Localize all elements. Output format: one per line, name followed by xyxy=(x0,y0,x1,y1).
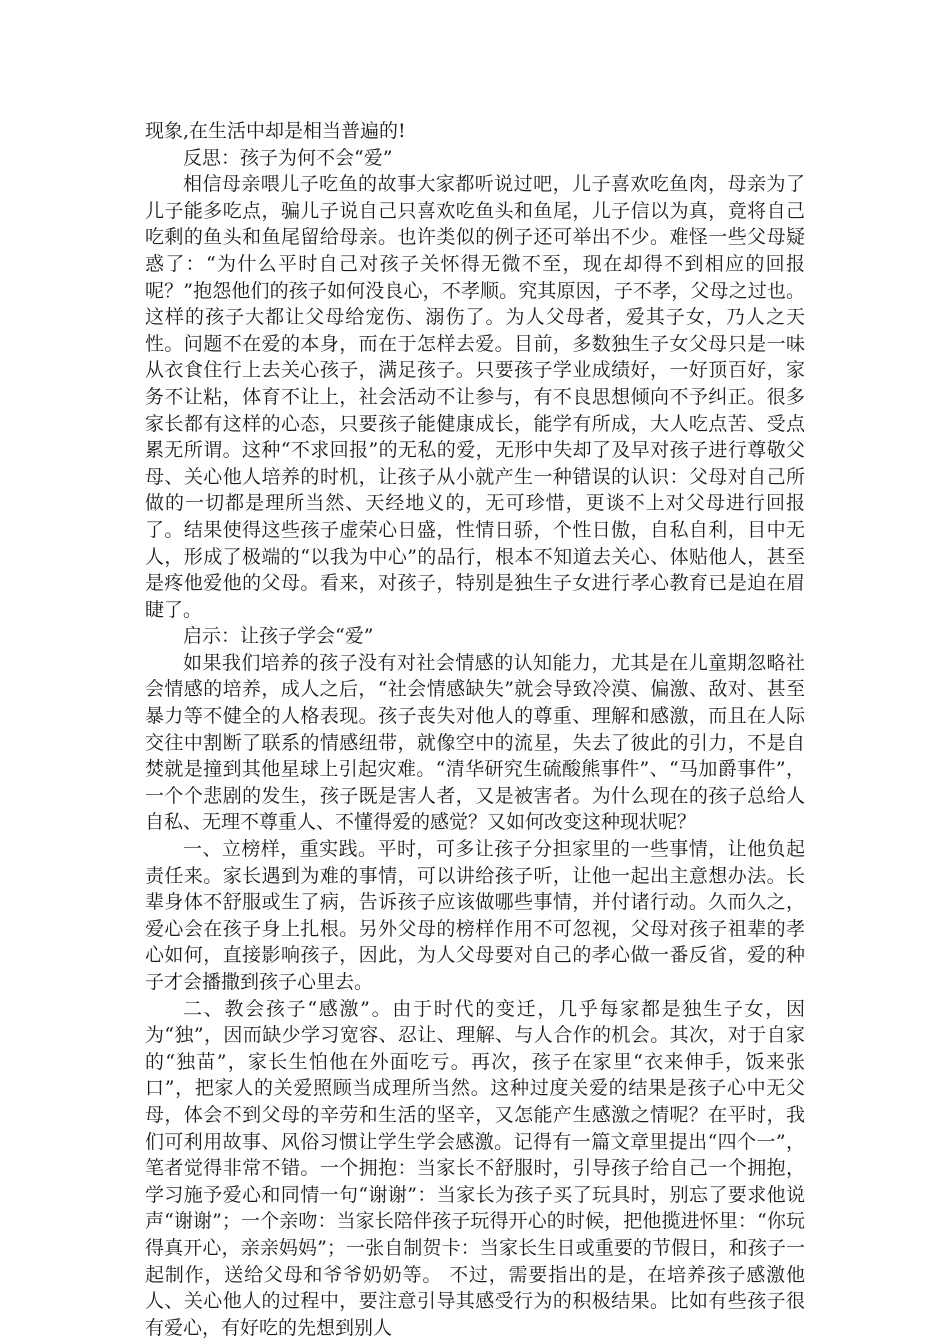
document-page xyxy=(145,0,805,1344)
paragraph-inspiration-body: 如果我们培养的孩子没有对社会情感的认知能力，尤其是在儿童期忽略社会情感的培养，成人之后，“社会情感缺失”就会导致冷漠、偏激、敌对、甚至暴力等不健全的人格表现。孩子丧失对他人的尊重、理解和感激，而且在人际交往中割断了联系的情感纽带，就像空中的流星，失去了彼此的引力，不是自焚就是撞到其他星球上引起灾难。“清华研究生硫酸熊事件”、“马加爵事件”，一个个悲剧的发生，孩子既是害人者，又是被害者。为什么现在的孩子总给人自私、无理不尊重人、不懂得爱的感觉？又如何改变这种现状呢？ xyxy=(145,651,805,834)
section-heading-inspiration: 启示：让孩子学会“爱” xyxy=(183,625,374,648)
paragraph-continuation: 现象,在生活中却是相当普遍的! xyxy=(145,120,406,142)
document-body xyxy=(145,118,805,1341)
paragraph-point-two: 二、教会孩子“感激”。由于时代的变迁，几乎每家都是独生子女，因为“独”，因而缺少学习宽容、忍让、理解、与人合作的机会。其次，对于自家的“独苗”，家长生怕他在外面吃亏。再次，孩子在家里“衣来伸手，饭来张口”，把家人的关爱照顾当成理所当然。这种过度关爱的结果是孩子心中无父母，体会不到父母的辛劳和生活的坚辛，又怎能产生感激之情呢？在平时，我们可利用故事、风俗习惯让学生学会感激。记得有一篇文章里提出“四个一”，笔者觉得非常不错。一个拥抱：当家长不舒服时，引导孩子给自己一个拥抱，学习施予爱心和同情一句“谢谢”：当家长为孩子买了玩具时，别忘了要求他说声“谢谢”；一个亲吻：当家长陪伴孩子玩得开心的时候，把他揽进怀里：“你玩得真开心，亲亲妈妈”；一张自制贺卡：当家长生日或重要的节假日，和孩子一起制作，送给父母和爷爷奶奶等。 不过，需要指出的是，在培养孩子感激他人、关心他人的过程中，要注意引导其感受行为的积极结果。比如有些孩子很有爱心，有好吃的先想到别人 xyxy=(145,997,805,1339)
section-heading-reflection: 反思：孩子为何不会“爱” xyxy=(183,146,393,169)
paragraph-point-one: 一、立榜样，重实践。平时，可多让孩子分担家里的一些事情，让他负起责任来。家长遇到为难的事情，可以讲给孩子听，让他一起出主意想办法。长辈身体不舒服或生了病，告诉孩子应该做哪些事情，并付诸行动。久而久之，爱心会在孩子身上扎根。另外父母的榜样作用不可忽视，父母对孩子祖辈的孝心如何，直接影响孩子，因此，为人父母要对自己的孝心做一番反省，爱的种子才会播撒到孩子心里去。 xyxy=(145,838,805,993)
paragraph-reflection-body: 相信母亲喂儿子吃鱼的故事大家都听说过吧，儿子喜欢吃鱼肉，母亲为了儿子能多吃点，骗儿子说自己只喜欢吃鱼头和鱼尾，儿子信以为真，竟将自己吃剩的鱼头和鱼尾留给母亲。也许类似的例子还可举出不少。难怪一些父母疑惑了：“为什么平时自己对孩子关怀得无微不至，现在却得不到相应的回报呢？”抱怨他们的孩子如何没良心，不孝顺。究其原因，子不孝，父母之过也。这样的孩子大都让父母给宠伤、溺伤了。为人父母者，爱其子女，乃人之天性。问题不在爱的本身，而在于怎样去爱。目前，多数独生子女父母只是一味从衣食住行上去关心孩子，满足孩子。只要孩子学业成绩好，一好顶百好，家务不让粘，体育不让上，社会活动不让参与，有不良思想倾向不予纠正。很多家长都有这样的心态，只要孩子能健康成长，能学有所成，大人吃点苦、受点累无所谓。这种“不求回报”的无私的爱，无形中失却了及早对孩子进行尊敬父母、关心他人培养的时机，让孩子从小就产生一种错误的认识：父母对自己所做的一切都是理所当然、天经地义的，无可珍惜，更谈不上对父母进行回报了。结果使得这些孩子虚荣心日盛，性情日骄，个性日傲，自私自利，目中无人，形成了极端的“以我为中心”的品行，根本不知道去关心、体贴他人，甚至是疼他爱他的父母。看来，对孩子，特别是独生子女进行孝心教育已是迫在眉睫了。 xyxy=(145,173,805,621)
